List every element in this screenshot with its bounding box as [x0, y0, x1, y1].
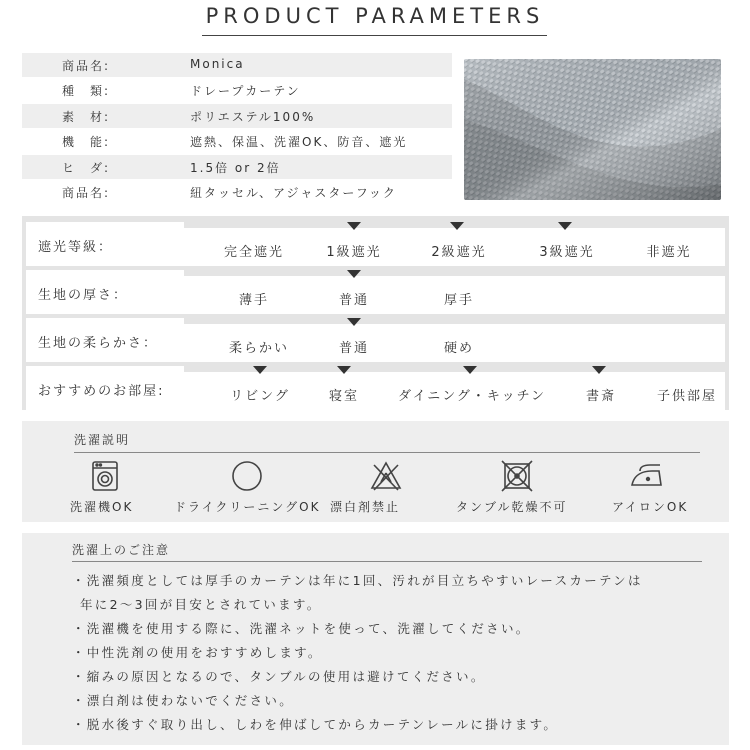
notes-panel [22, 533, 729, 745]
spec-row-pleat [22, 155, 452, 179]
note-line: ・中性洗剤の使用をおすすめします。 [72, 645, 323, 660]
marker-triangle-icon [463, 366, 477, 374]
rating-option: 厚手 [443, 293, 475, 308]
marker-triangle-icon [347, 222, 361, 230]
spec-value: 1.5倍 or 2倍 [190, 161, 281, 175]
washing-machine-icon [88, 459, 122, 493]
rating-option: 子供部屋 [656, 389, 718, 404]
spec-row-accessories [22, 180, 452, 204]
note-line: ・縮みの原因となるので、タンブルの使用は避けてください。 [72, 669, 486, 684]
washing-label: ドライクリーニングOK [174, 500, 321, 514]
washing-panel [22, 421, 729, 522]
marker-triangle-icon [347, 318, 361, 326]
spec-value: ドレープカーテン [190, 84, 301, 98]
rating-bar [184, 318, 725, 324]
rating-label: 生地の柔らかさ： [38, 336, 159, 351]
rating-option: 普通 [338, 293, 370, 308]
marker-triangle-icon [337, 366, 351, 374]
spec-value: Monica [190, 57, 245, 71]
spec-label: 商品名: [62, 186, 111, 200]
spec-value: 紐タッセル、アジャスターフック [190, 186, 397, 200]
spec-label: 種 類: [62, 84, 111, 98]
washing-divider [74, 452, 700, 453]
rating-panel [22, 216, 729, 410]
spec-row-type [22, 78, 452, 102]
no-bleach-triangle-icon [369, 459, 403, 493]
no-tumble-dry-icon [500, 459, 534, 493]
washing-label: 洗濯機OK [70, 500, 134, 514]
rating-bar [184, 270, 725, 276]
page-title: PRODUCT PARAMETERS [205, 4, 545, 28]
spec-row-material [22, 104, 452, 128]
rating-option: 非遮光 [646, 245, 692, 260]
spec-label: ヒ ダ: [62, 161, 111, 175]
washing-label: 漂白剤禁止 [330, 500, 401, 514]
note-line: ・脱水後すぐ取り出し、しわを伸ばしてからカーテンレールに掛けます。 [72, 717, 559, 732]
dry-clean-circle-icon [230, 459, 264, 493]
marker-triangle-icon [450, 222, 464, 230]
marker-triangle-icon [347, 270, 361, 278]
spec-row-product-name [22, 53, 452, 77]
note-line: ・漂白剤は使わないでください。 [72, 693, 295, 708]
note-line: ・洗濯頻度としては厚手のカーテンは年に1回、汚れが目立ちやすいレースカーテンは [72, 573, 643, 588]
notes-divider [72, 561, 702, 562]
rating-option: 3級遮光 [539, 245, 595, 260]
rating-row-thickness [26, 270, 725, 314]
spec-label: 素 材: [62, 110, 111, 124]
spec-label: 商品名: [62, 59, 111, 73]
notes-title: 洗濯上のご注意 [72, 543, 171, 557]
rating-option: 2級遮光 [431, 245, 487, 260]
iron-icon [628, 459, 662, 493]
rating-option: リビング [230, 389, 290, 404]
rating-option: 柔らかい [228, 341, 290, 356]
note-line: ・洗濯機を使用する際に、洗濯ネットを使って、洗濯してください。 [72, 621, 531, 636]
marker-triangle-icon [558, 222, 572, 230]
spec-value: ポリエステル100% [190, 110, 316, 124]
fabric-swatch-image [464, 59, 721, 200]
rating-option: 完全遮光 [223, 245, 285, 260]
rating-option: 書斎 [585, 389, 617, 404]
rating-row-softness [26, 318, 725, 362]
rating-option: 普通 [338, 341, 370, 356]
rating-option: 硬め [443, 341, 475, 356]
washing-title: 洗濯説明 [74, 433, 131, 447]
rating-option: 寝室 [328, 389, 360, 404]
spec-row-function [22, 129, 452, 153]
rating-option: ダイニング・キッチン [397, 389, 547, 404]
title-underline [202, 35, 547, 36]
rating-option: 1級遮光 [326, 245, 382, 260]
spec-value: 遮熱、保温、洗濯OK、防音、遮光 [190, 135, 408, 149]
rating-row-blackout [26, 222, 725, 266]
rating-label: 遮光等級： [38, 240, 114, 255]
marker-triangle-icon [592, 366, 606, 374]
washing-label: タンブル乾燥不可 [456, 500, 568, 514]
rating-row-recommended-room [26, 366, 725, 410]
note-line: 年に2～3回が目安とされています。 [80, 597, 322, 612]
rating-label: おすすめのお部屋: [38, 384, 165, 399]
rating-option: 薄手 [238, 293, 270, 308]
washing-label: アイロンOK [612, 500, 689, 514]
spec-label: 機 能: [62, 135, 111, 149]
marker-triangle-icon [253, 366, 267, 374]
rating-label: 生地の厚さ： [38, 288, 129, 303]
